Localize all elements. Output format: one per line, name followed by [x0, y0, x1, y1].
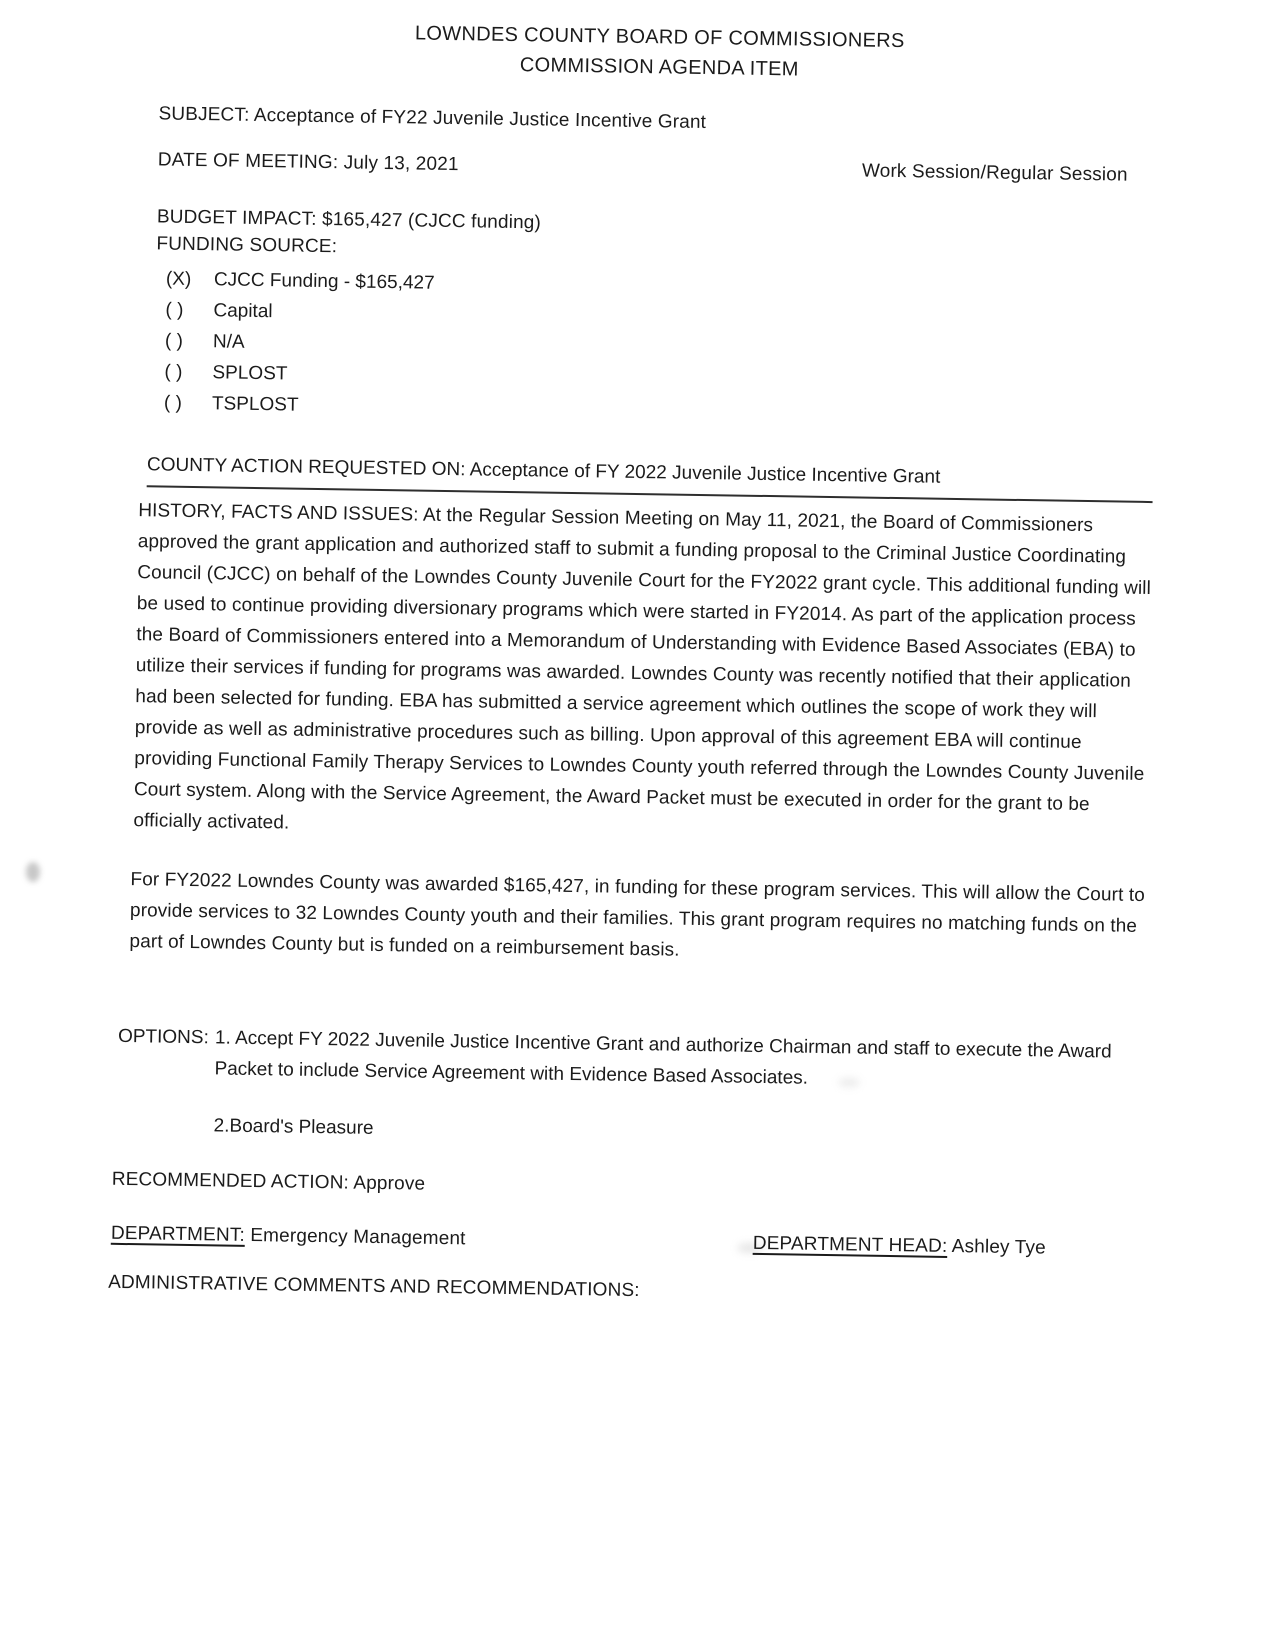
- department-head-label: DEPARTMENT HEAD:: [752, 1232, 948, 1257]
- history-text: At the Regular Session Meeting on May 11, 2021, the Board of Commissioners approved the grant application and authorized staff to submit a funding proposal to the Criminal Justice Coordinating Council (CJCC) on behalf of the Lowndes County Juvenile Court for the FY2022 grant cycle. This additional funding will be used to continue providing diversionary programs which were started in FY2014. As part of the application process the Board of Commissioners entered into a Memorandum of Understanding with Evidence Based Associates (EBA) to utilize their services if funding for programs was awarded. Lowndes County was recently notified that their application had been selected for funding. EBA has submitted a service agreement which outlines the scope of work they will provide as well as administrative procedures such as billing. Upon approval of this agreement EBA will continue providing Functional Family Therapy Services to Lowndes County youth referred through the Lowndes County Juvenile Court system. Along with the Service Agreement, the Award Packet must be executed in order for the grant to be officially activated.: [133, 504, 1152, 834]
- admin-comments-label: ADMINISTRATIVE COMMENTS AND RECOMMENDATIONS:: [108, 1271, 640, 1302]
- department-head-line: [753, 1230, 1046, 1262]
- document-header: [159, 14, 1160, 90]
- history-label: HISTORY, FACTS AND ISSUES:: [138, 500, 419, 526]
- funding-award-paragraph: For FY2022 Lowndes County was awarded $165,427, in funding for these program services. This will allow the Court to provide services to 32 Lowndes County youth and their families. This grant program requires no matching funds on the part of Lowndes County but is funded on a reimbursement basis.: [129, 869, 1146, 961]
- department-head-value: Ashley Tye: [951, 1236, 1046, 1259]
- department-line: [111, 1220, 466, 1253]
- budget-impact-label: BUDGET IMPACT:: [156, 206, 317, 230]
- subject-value: Acceptance of FY22 Juvenile Justice Incentive Grant: [253, 104, 707, 134]
- history-paragraph: [133, 495, 1152, 852]
- subject-label: SUBJECT:: [158, 103, 250, 126]
- subject-line: [158, 100, 1158, 143]
- funding-option-label: CJCC Funding - $165,427: [213, 269, 435, 294]
- checkbox-empty-icon: ( ): [165, 299, 184, 321]
- checkbox-empty-icon: ( ): [164, 361, 183, 383]
- options-block: [116, 1021, 1144, 1156]
- budget-block: [156, 203, 1157, 273]
- county-action-value: Acceptance of FY 2022 Juvenile Justice Incentive Grant: [469, 459, 941, 488]
- options-row: [117, 1021, 1144, 1099]
- department-row: [111, 1220, 1141, 1263]
- department-value: Emergency Management: [250, 1224, 466, 1250]
- funding-option-label: TSPLOST: [211, 393, 299, 416]
- county-action-row: [147, 454, 1153, 503]
- funding-option-label: N/A: [212, 331, 245, 353]
- recommended-action-line: [112, 1166, 1142, 1209]
- meeting-date-value: July 13, 2021: [343, 152, 459, 176]
- department-label: DEPARTMENT:: [110, 1222, 246, 1246]
- options-label: OPTIONS:: [117, 1025, 209, 1049]
- recommended-action-value: Approve: [353, 1172, 426, 1195]
- meeting-date-line: [158, 146, 459, 178]
- option-item-1: 1. Accept FY 2022 Juvenile Justice Incentive Grant and authorize Chairman and staff to execute the Award Packet to include Service Agreement with Evidence Based Associates.: [214, 1027, 1112, 1089]
- county-action-label: COUNTY ACTION REQUESTED ON:: [146, 454, 466, 481]
- option-item-2: 2.Board's Pleasure: [213, 1115, 374, 1139]
- recommended-action-label: RECOMMENDED ACTION:: [111, 1168, 350, 1194]
- session-note: Work Session/Regular Session: [861, 160, 1128, 186]
- board-title: LOWNDES COUNTY BOARD OF COMMISSIONERS: [414, 22, 905, 53]
- date-row: [158, 146, 1158, 189]
- funding-source-label: FUNDING SOURCE:: [156, 233, 338, 258]
- checkbox-checked-icon: (X): [165, 268, 192, 290]
- funding-option-label: Capital: [213, 300, 273, 323]
- meeting-date-label: DATE OF MEETING:: [157, 149, 339, 174]
- funding-option-label: SPLOST: [212, 362, 288, 385]
- funding-source-list: [164, 264, 1156, 435]
- budget-impact-value: $165,427 (CJCC funding): [321, 208, 542, 234]
- checkbox-empty-icon: ( ): [164, 330, 184, 352]
- checkbox-empty-icon: ( ): [163, 392, 183, 414]
- document-type-title: COMMISSION AGENDA ITEM: [519, 54, 799, 81]
